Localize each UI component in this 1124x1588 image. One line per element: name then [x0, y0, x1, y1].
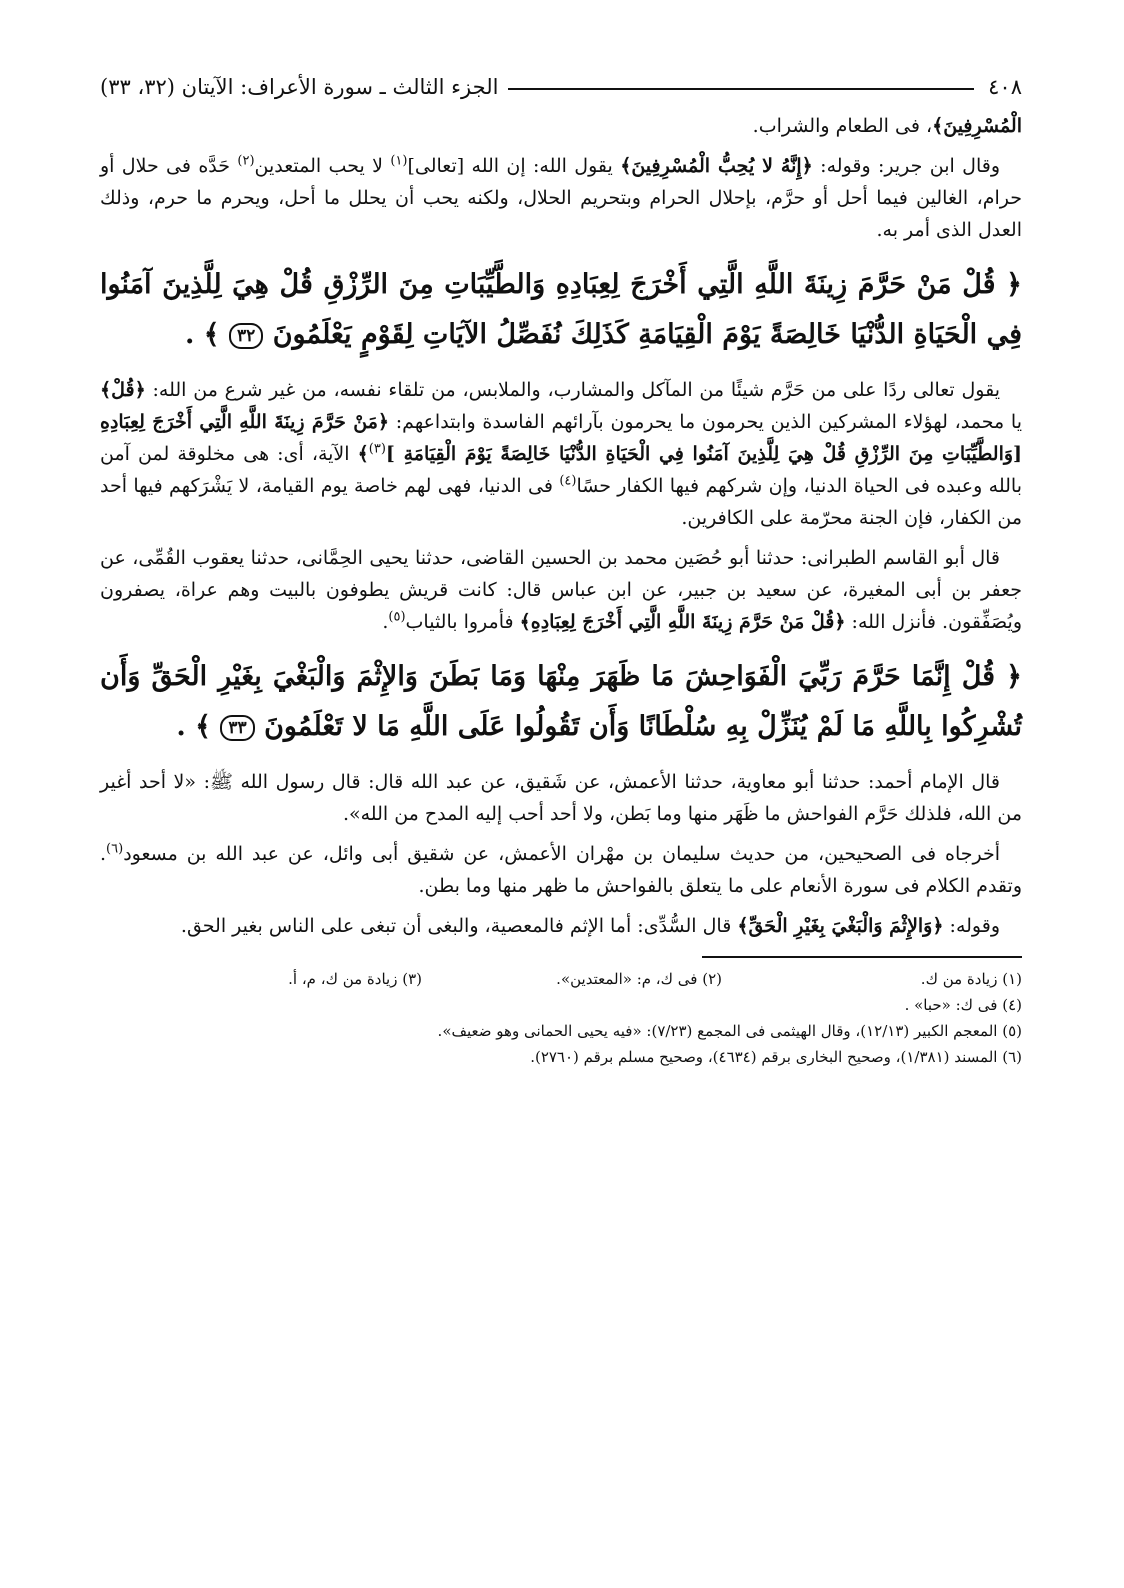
verse-number: ٣٣ — [220, 715, 254, 741]
page-header — [100, 70, 1022, 104]
verse-end: ﴾ . — [184, 319, 230, 350]
footnote-ref-3[interactable]: (٣) — [368, 441, 386, 457]
quran-quote: ﴿قُلْ مَنْ حَرَّمَ زِينَةَ اللَّهِ الَّتِي أَخْرَجَ لِعِبَادِهِ﴾ — [519, 611, 846, 633]
verse-text: ﴿ قُلْ إِنَّمَا حَرَّمَ رَبِّيَ الْفَوَاحِشَ مَا ظَهَرَ مِنْهَا وَمَا بَطَنَ وَالإِثْمَ وَالْبَغْيَ بِغَيْرِ الْحَقِّ وَأَن تُشْرِكُوا بِاللَّهِ مَا لَمْ يُنَزِّلْ بِهِ سُلْطَانًا وَأَن تَقُولُوا عَلَى اللَّهِ مَا لا تَعْلَمُونَ — [100, 661, 1022, 742]
running-title: الجزء الثالث ـ سورة الأعراف: الآيتان (٣٢، ٣٣) — [100, 75, 499, 99]
paragraph-2 — [100, 150, 1022, 246]
paragraph-text: ، فى الطعام والشراب. — [752, 115, 933, 137]
quran-quote: ﴿مَنْ حَرَّمَ زِينَةَ اللَّهِ الَّتِي أَخْرَجَ لِعِبَادِهِ [وَالطَّيِّبَاتِ مِنَ الرِّزْقِ قُلْ هِيَ لِلَّذِينَ آمَنُوا فِي الْحَيَاةِ الدُّنْيَا خَالِصَةً يَوْمَ الْقِيَامَةِ ] — [100, 411, 1023, 465]
paragraph-text: فأمروا بالثياب — [405, 611, 520, 633]
verse-text: ﴿ قُلْ مَنْ حَرَّمَ زِينَةَ اللَّهِ الَّتِي أَخْرَجَ لِعِبَادِهِ وَالطَّيِّبَاتِ مِنَ الرِّزْقِ قُلْ هِيَ لِلَّذِينَ آمَنُوا فِي الْحَيَاةِ الدُّنْيَا خَالِصَةً يَوْمَ الْقِيَامَةِ كَذَلِكَ نُفَصِّلُ الآيَاتِ لِقَوْمٍ يَعْلَمُونَ — [100, 269, 1022, 350]
paragraph-5 — [100, 766, 1022, 830]
paragraph-text: قال السُّدِّى: أما الإثم فالمعصية، والبغى أن تبغى على الناس بغير الحق. — [180, 915, 738, 937]
paragraph-text: يا محمد، لهؤلاء المشركين الذين يحرمون ما يحرمون بآرائهم الفاسدة وابتداعهم: — [389, 411, 1022, 433]
header-rule — [508, 88, 974, 90]
paragraph-text: أخرجاه فى الصحيحين، من حديث سليمان بن مهْران الأعمش، عن شقيق أبى وائل، عن عبد الله بن مسعود — [123, 843, 1000, 865]
verse-33 — [100, 652, 1022, 752]
quran-quote: الْمُسْرِفِينَ﴾ — [932, 115, 1022, 137]
footnote-ref-6[interactable]: (٦) — [106, 841, 124, 857]
footnote-2: (٢) فى ك، م: «المعتدين». — [556, 970, 722, 988]
paragraph-text: فى الدنيا، فهى لهم خاصة يوم القيامة، لا يَشْرَكهم فيها أحد من الكفار، فإن الجنة محرّمة على الكافرين. — [100, 475, 1022, 529]
paragraph-text: يقول الله: إن الله [تعالى] — [407, 155, 621, 177]
verse-number: ٣٢ — [229, 323, 263, 349]
paragraph-text: الآية، أى: هى مخلوقة لمن آمن بالله وعبده فى الحياة الدنيا، وإن شركهم فيها الكفار حسًا — [100, 443, 1022, 497]
footnote-rule — [702, 956, 1022, 958]
paragraph-text: قال الإمام أحمد: حدثنا أبو معاوية، حدثنا الأعمش، عن شَقيق، عن عبد الله قال: قال رسول الله ﷺ: «لا أحد أغير من الله، فلذلك حَرَّم الفواحش ما ظَهَر منها وما بَطن، ولا أحد أحب إليه المدح من الله». — [100, 771, 1022, 825]
paragraph-text: قال أبو القاسم الطبرانى: حدثنا أبو حُصَين محمد بن الحسين القاضى، حدثنا يحيى الحِمَّانى، حدثنا يعقوب القُمِّى، عن جعفر بن أبى المغيرة، عن سعيد بن جبير، عن ابن عباس قال: كانت قريش يطوفون بالبيت وهم عراة، يصفرون ويُصَفِّقون. فأنزل الله: — [100, 547, 1022, 633]
paragraph-text: لا يحب المتعدين — [254, 155, 391, 177]
paragraph-6 — [100, 838, 1022, 902]
quran-quote-end: ﴾ — [357, 443, 369, 465]
paragraph-text: وقوله: — [943, 915, 1000, 937]
quran-quote: ﴿وَالإِثْمَ وَالْبَغْيَ بِغَيْرِ الْحَقِّ﴾ — [737, 915, 944, 937]
footnote-5: (٥) المعجم الكبير (١٢/١٣)، وقال الهيثمى فى المجمع (٧/٢٣): «فيه يحيى الحمانى وهو ضعيف». — [437, 1022, 1022, 1040]
paragraph-7 — [100, 910, 1022, 942]
page-number: ٤٠٨ — [988, 75, 1022, 99]
quran-quote: ﴿إِنَّهُ لا يُحِبُّ الْمُسْرِفِينَ﴾ — [620, 155, 813, 177]
verse-32 — [100, 260, 1022, 360]
footnote-row — [100, 966, 1022, 992]
footnote-1: (١) زيادة من ك. — [920, 970, 1022, 988]
footnotes — [100, 966, 1022, 1070]
quran-quote: ﴿قُلْ﴾ — [100, 379, 146, 401]
footnote-ref-1[interactable]: (١) — [390, 153, 408, 169]
paragraph-text: يقول تعالى ردًا على من حَرَّم شيئًا من المآكل والمشارب، والملابس، من تلقاء نفسه، من غير شرع من الله: — [145, 379, 1000, 401]
verse-end: ﴾ . — [176, 711, 221, 742]
footnote-ref-4[interactable]: (٤) — [559, 473, 577, 489]
footnote-3: (٣) زيادة من ك، م، أ. — [288, 970, 422, 988]
paragraph-text: وقال ابن جرير: وقوله: — [812, 155, 1000, 177]
page — [100, 70, 1022, 1070]
paragraph-1 — [100, 110, 1022, 142]
paragraph-text: حَدَّه فى حلال أو حرام، الغالين فيما أحل أو حرَّم، بإحلال الحرام وبتحريم الحلال، ولكنه يحب أن يحلل ما أحل، ويحرم ما حرم، وذلك العدل الذى أمر به. — [100, 155, 1022, 241]
footnote-ref-2[interactable]: (٢) — [237, 153, 255, 169]
footnote-4: (٤) فى ك: «حبا» . — [904, 996, 1022, 1014]
paragraph-text: . — [382, 611, 389, 633]
paragraph-text: . وتقدم الكلام فى سورة الأنعام على ما يتعلق بالفواحش ما ظهر منها وما بطن. — [100, 843, 1022, 897]
paragraph-4 — [100, 542, 1022, 638]
paragraph-3 — [100, 374, 1022, 534]
footnote-6: (٦) المسند (١/٣٨١)، وصحيح البخارى برقم (٤٦٣٤)، وصحيح مسلم برقم (٢٧٦٠). — [530, 1048, 1022, 1066]
footnote-ref-5[interactable]: (٥) — [388, 609, 406, 625]
